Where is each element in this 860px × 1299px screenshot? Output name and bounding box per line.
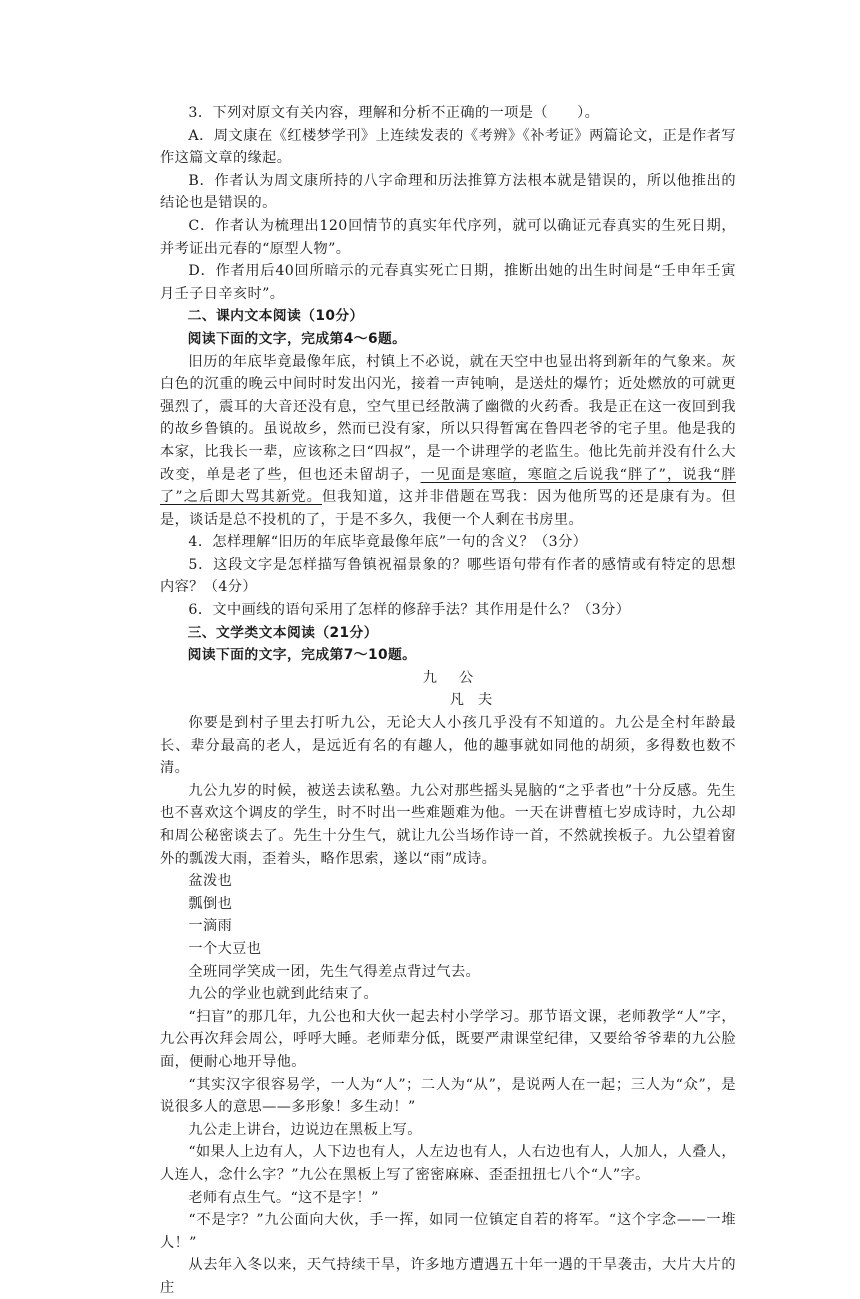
section-2-heading: 二、课内文本阅读（10分） (187, 308, 364, 325)
poem-line: 一滴雨 (188, 918, 233, 935)
section-2-passage (160, 351, 736, 532)
story-paragraph: 九公走上讲台，边说边在黑板上写。 (188, 1121, 422, 1138)
section-2-instruction: 阅读下面的文字，完成第4～6题。 (187, 330, 407, 347)
passage-text-end: 但我知道，这并非借题在骂我：因为他所骂的还是康有为。但是，谈话是总不投机的了，于是不多久，我便一个人剩在书房里。 (160, 489, 736, 528)
passage-text: 旧历的年底毕竟最像年底，村镇上不必说，就在天空中也显出将到新年的气象来。灰白色的沉重的晚云中间时时发出闪光，接着一声钝响，是送灶的爆竹；近处燃放的可就更强烈了，震耳的大音还没有息，空气里已经散满了幽微的火药香。我是正在这一夜回到我的故乡鲁镇的。虽说故乡，然而已没有家，所以只得暂寓在鲁四老爷的宅子里。他是我的本家，比我长一辈，应该称之曰“四叔”，是一个讲理学的老监生。他比先前并没有什么大改变，单是老了些，但也还未留胡子， (160, 353, 736, 483)
question-5: 5．这段文字是怎样描写鲁镇祝福景象的？哪些语句带有作者的感情或有特定的思想内容？（4分） (160, 556, 736, 596)
poem-line: 瓢倒也 (188, 895, 233, 912)
option-b: B．作者认为周文康所持的八字命理和历法推算方法根本就是错误的，所以他推出的结论也是错误的。 (160, 172, 736, 212)
question-3-stem: 3．下列对原文有关内容，理解和分析不正确的一项是（ ）。 (188, 105, 600, 121)
story-paragraph: “扫盲”的那几年，九公也和大伙一起去村小学学习。那节语文课，老师教学“人”字，九公再次拜会周公，呼呼大睡。老师辈分低，既要严肃课堂纪律，又要给爷爷辈的九公脸面，便耐心地开导他。 (160, 1008, 736, 1070)
story-paragraph: “其实汉字很容易学，一人为“人”；二人为“从”，是说两人在一起；三人为“众”，是说很多人的意思——多形象！多生动！” (160, 1076, 736, 1116)
poem-line: 盆泼也 (188, 873, 233, 890)
question-6: 6．文中画线的语句采用了怎样的修辞手法？其作用是什么？（3分） (188, 602, 631, 619)
section-3-instruction: 阅读下面的文字，完成第7～10题。 (187, 647, 417, 664)
story-paragraph: 九公的学业也就到此结束了。 (188, 986, 379, 1003)
story-paragraph: 老师有点生气。“这不是字！” (188, 1189, 379, 1206)
story-title: 九公 (422, 669, 496, 686)
story-paragraph: 九公九岁的时候，被送去读私塾。九公对那些摇头晃脑的“之乎者也”十分反感。先生也不喜欢这个调皮的学生，时不时出一些难题难为他。一天在讲曹植七岁成诗时，九公却和周公秘密谈去了。先生十分生气，就让九公当场作诗一首，不然就挨板子。九公望着窗外的瓢泼大雨，歪着头，略作思索，遂以“雨”成诗。 (160, 782, 736, 867)
story-paragraph: 全班同学笑成一团，先生气得差点背过气去。 (188, 963, 481, 980)
story-paragraph: “不是字？”九公面向大伙，手一挥，如同一位镇定自若的将军。“这个字念——一堆人！” (160, 1212, 736, 1251)
section-3-heading: 三、文学类文本阅读（21分） (187, 624, 378, 641)
underlined-sentence: 一见面是寒暄，寒暄之后说我“胖了”，说我“胖了”之后即大骂其新党。 (160, 466, 736, 506)
story-paragraph: 从去年入冬以来，天气持续干旱，许多地方遭遇五十年一遇的干旱袭击，大片大片的庄 (160, 1257, 736, 1296)
option-d: D．作者用后40回所暗示的元春真实死亡日期，推断出她的出生时间是“壬申年壬寅月壬子日辛亥时”。 (160, 263, 736, 302)
story-paragraph: 你要是到村子里去打听九公，无论大人小孩几乎没有不知道的。九公是全村年龄最长、辈分最高的老人，是远近有名的有趣人，他的趣事就如同他的胡须，多得数也数不清。 (160, 715, 736, 777)
poem-line: 一个大豆也 (188, 940, 262, 957)
option-a: A．周文康在《红楼梦学刊》上连续发表的《考辨》《补考证》两篇论文，正是作者写作这篇文章的缘起。 (160, 127, 736, 167)
story-paragraph: “如果人上边有人，人下边也有人，人左边也有人，人右边也有人，人加人，人叠人，人连人，念什么字？”九公在黑板上写了密密麻麻、歪歪扭扭七八个“人”字。 (160, 1144, 736, 1183)
option-c: C．作者认为梳理出120回情节的真实年代序列，就可以确证元春真实的生死日期，并考证出元春的“原型人物”。 (160, 217, 736, 257)
question-4: 4．怎样理解“旧历的年底毕竟最像年底”一句的含义？（3分） (188, 534, 588, 551)
story-author: 凡夫 (449, 692, 507, 709)
